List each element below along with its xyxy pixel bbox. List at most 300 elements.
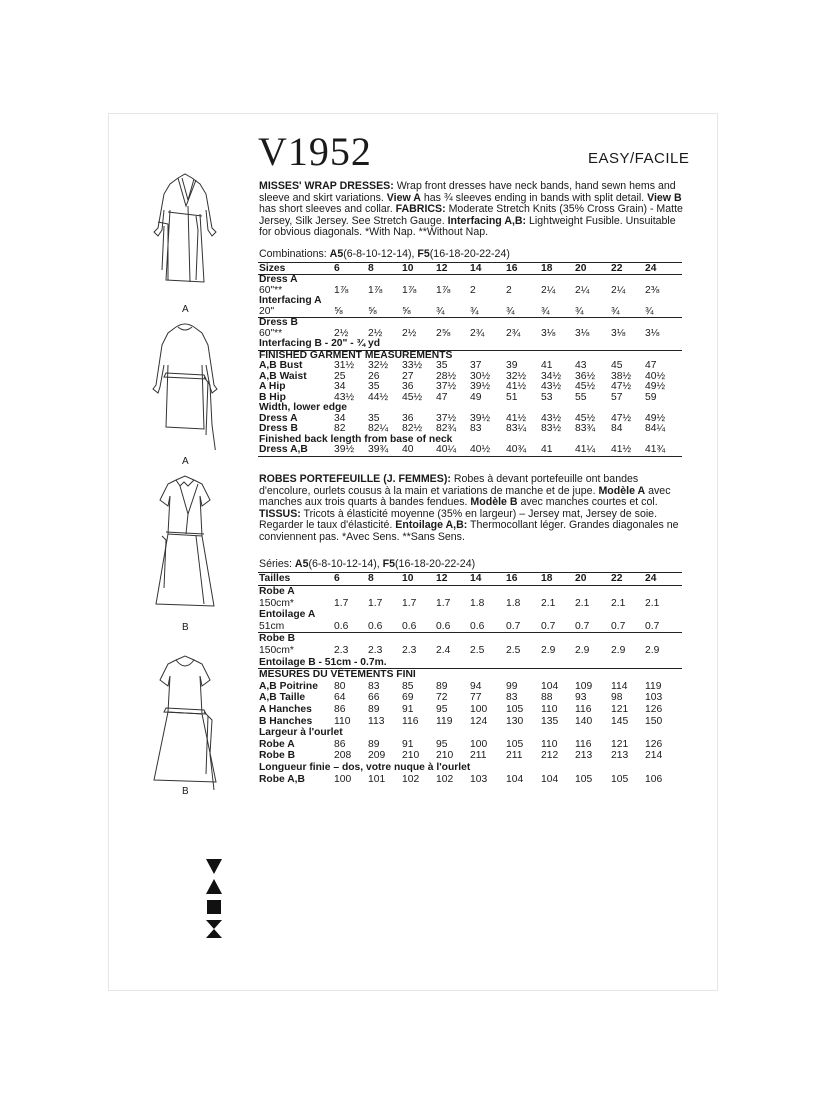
row-label: Dress A,B (259, 444, 308, 455)
table-cell: 85 (402, 680, 414, 692)
desc-text: Moderate Stretch Knits (35% Cross Grain) - Matte Jersey, Silk Jersey. See Stretch Gauge. (259, 203, 683, 227)
table-cell: 45 (611, 360, 623, 371)
table-cell: 2½ (402, 327, 417, 339)
table-cell: 126 (645, 703, 663, 715)
table-cell: 2¼ (575, 284, 590, 296)
table-cell: 83 (506, 692, 518, 704)
row-label: B Hanches (259, 715, 313, 727)
row-label: FINISHED GARMENT MEASUREMENTS (259, 349, 453, 361)
table-cell: 101 (368, 773, 386, 785)
table-cell: 104 (541, 680, 559, 692)
table-cell: 2 (470, 284, 476, 296)
row-label: Entoilage B - 51cm - 0.7m. (259, 656, 387, 668)
triangle-down-icon (206, 859, 222, 874)
section-label (258, 275, 682, 286)
desc-interfacing: Interfacing A,B: (447, 214, 527, 227)
table-cell: 83¼ (506, 423, 527, 434)
table-cell: 104 (506, 773, 524, 785)
row-label: 150cm* (259, 597, 294, 609)
row-label: 20" (259, 305, 275, 317)
care-symbols (203, 857, 225, 941)
table-row (258, 361, 682, 372)
combo-a-sizes: (6-8-10-12-14), (343, 248, 418, 260)
table-cell: 40¾ (506, 444, 527, 455)
table-cell: 0.6 (402, 620, 417, 632)
table-cell: 20 (575, 263, 587, 274)
combo-f-sizes: (16-18-20-22-24) (395, 558, 476, 570)
row-label: Interfacing A (259, 295, 322, 306)
row-label: A,B Waist (259, 370, 307, 382)
table-cell: 24 (645, 573, 657, 584)
table-cell: 99 (506, 680, 518, 692)
desc-fabrics: FABRICS: (395, 203, 446, 216)
table-cell: 64 (334, 692, 346, 704)
section-label (258, 339, 682, 351)
table-cell: 91 (402, 703, 414, 715)
combo-a: A5 (294, 558, 309, 570)
table-cell: 49 (470, 391, 482, 403)
table-cell: 36½ (575, 370, 596, 382)
table-cell: 38½ (611, 370, 632, 382)
table-cell: 39½ (470, 412, 491, 424)
table-cell: 114 (611, 680, 628, 692)
table-cell: ¾ (470, 305, 479, 317)
table-cell: 110 (541, 703, 558, 715)
table-cell: 37 (470, 360, 482, 371)
table-cell: 110 (541, 738, 558, 750)
table-cell: 110 (334, 715, 351, 727)
table-cell: 105 (506, 703, 524, 715)
table-cell: 2.5 (470, 644, 485, 656)
table-cell: 2½ (368, 327, 383, 339)
table-cell: 210 (436, 750, 454, 762)
table-cell: 3⅛ (645, 327, 660, 339)
table-cell: 113 (368, 715, 385, 727)
table-cell: 35 (436, 360, 448, 371)
desc-text: Robes à devant portefeuille ont bandes d'encolure, ourlets cousus à la main et variations de manche et de jupe. (259, 473, 639, 497)
desc-text: Wrap front dresses have neck bands, hand sewn hems and sleeve and skirt variations. (259, 180, 676, 204)
table-cell: 0.7 (611, 620, 626, 632)
square-icon (207, 900, 221, 914)
section-label (258, 296, 682, 307)
table-cell: 1⅞ (334, 284, 349, 296)
table-cell: ¾ (575, 305, 584, 317)
yardage-table-english (258, 262, 682, 457)
row-label: Dress B (259, 423, 298, 434)
combinations-french (259, 558, 475, 570)
table-cell: 43½ (541, 381, 562, 392)
table-cell: 211 (470, 750, 487, 762)
table-cell: 2.3 (334, 644, 349, 656)
table-cell: 213 (575, 750, 593, 762)
table-cell: 210 (402, 750, 420, 762)
table-row (258, 681, 682, 693)
table-row (258, 704, 682, 716)
section-label (258, 762, 682, 774)
table-cell: 14 (470, 573, 482, 584)
table-cell: 77 (470, 692, 482, 704)
desc-text: avec manches courtes et col. (517, 496, 658, 509)
desc-text: has short sleeves and collar. (259, 203, 396, 216)
table-cell: 0.7 (506, 620, 521, 632)
row-label: Dress B (259, 317, 298, 328)
table-cell: ¾ (436, 305, 445, 317)
table-cell: ⅝ (368, 305, 377, 317)
table-cell: 41½ (506, 412, 527, 424)
table-cell: 82¾ (436, 423, 457, 434)
figure-label: A (182, 304, 189, 315)
desc-view-b: View B (647, 191, 682, 204)
table-cell: 2¼ (541, 284, 556, 296)
table-cell: 39¾ (368, 444, 389, 455)
figure-label: B (182, 622, 189, 633)
table-cell: 2.4 (436, 644, 451, 656)
row-label: Sizes (259, 263, 286, 274)
table-cell: 121 (611, 703, 629, 715)
table-cell: 32½ (506, 370, 527, 382)
desc-text: Tricots à élasticité moyenne (35% en largeur) – Jersey mat, Jersey de soie. Regarder le taux d'élasticité. (259, 507, 658, 532)
table-cell: 47½ (611, 412, 632, 424)
table-cell: 2.9 (541, 644, 556, 656)
table-cell: 24 (645, 263, 657, 274)
desc-text: Thermocollant léger. Grandes diagonales ne conviennent pas. *Avec Sens. **Sans Sens. (259, 519, 679, 543)
table-header (258, 572, 682, 586)
combo-label: Combinations: (259, 248, 330, 260)
desc-lead: ROBES PORTEFEUILLE (J. FEMMES): (259, 473, 451, 485)
table-cell: 83 (470, 423, 482, 434)
table-cell: 3⅛ (611, 327, 626, 339)
table-cell: 1.8 (506, 597, 521, 609)
table-cell: ¾ (611, 305, 620, 317)
table-cell: 12 (436, 263, 448, 274)
table-cell: 35 (368, 381, 380, 392)
combo-label: Séries: (259, 558, 295, 570)
section-label (258, 633, 682, 645)
table-row (258, 445, 682, 457)
table-cell: 91 (402, 738, 414, 750)
table-cell: 100 (470, 738, 488, 750)
table-cell: 6 (334, 573, 340, 584)
table-cell: 27 (402, 370, 414, 382)
combo-f: F5 (382, 558, 396, 570)
table-cell: 3⅛ (541, 327, 556, 339)
table-cell: 82½ (402, 423, 423, 434)
table-row (258, 598, 682, 610)
table-cell: 84 (611, 423, 623, 434)
row-label: Robe A (259, 738, 295, 750)
table-cell: 2½ (334, 327, 349, 339)
table-cell: 22 (611, 263, 623, 274)
table-cell: 2⅜ (645, 284, 660, 296)
table-cell: 2¾ (506, 327, 521, 339)
table-cell: 16 (506, 263, 518, 274)
table-cell: 39½ (470, 381, 491, 392)
description-french (259, 474, 685, 544)
table-cell: 45½ (575, 381, 596, 392)
table-cell: 25 (334, 370, 346, 382)
table-cell: 53 (541, 391, 553, 403)
table-cell: 41½ (611, 444, 632, 455)
desc-model-a: Modèle A (598, 484, 646, 497)
table-cell: 106 (645, 773, 663, 785)
table-cell: 20 (575, 573, 587, 584)
table-cell: 135 (541, 715, 559, 727)
table-cell: 100 (334, 773, 352, 785)
table-cell: ¾ (506, 305, 515, 317)
table-row (258, 621, 682, 634)
table-cell: 0.6 (368, 620, 383, 632)
table-cell: 84¼ (645, 423, 666, 434)
table-cell: 86 (334, 738, 346, 750)
table-cell: 89 (368, 703, 380, 715)
table-cell: 105 (611, 773, 629, 785)
table-row (258, 739, 682, 751)
table-cell: 213 (611, 750, 629, 762)
table-cell: 40 (402, 444, 414, 455)
table-cell: 124 (470, 715, 488, 727)
combo-f-sizes: (16-18-20-22-24) (429, 248, 510, 260)
triangle-up-icon (206, 879, 222, 894)
row-label: Dress A (259, 274, 298, 285)
table-cell: 82 (334, 423, 346, 434)
table-cell: 3⅛ (575, 327, 590, 339)
table-cell: 1.8 (470, 597, 485, 609)
table-cell: 45½ (575, 412, 596, 424)
table-cell: 116 (575, 738, 592, 750)
table-cell: 32½ (368, 360, 389, 371)
table-cell: 0.6 (436, 620, 451, 632)
row-label: Robe B (259, 633, 296, 645)
section-label (258, 657, 682, 670)
desc-entoilage: Entoilage A,B: (395, 519, 468, 532)
table-cell: 80 (334, 680, 346, 692)
table-cell: 41½ (506, 381, 527, 392)
table-cell: 44½ (368, 391, 389, 403)
table-cell: 39 (506, 360, 518, 371)
table-cell: 30½ (470, 370, 491, 382)
table-cell: 40¼ (436, 444, 457, 455)
figure-label: A (182, 456, 189, 467)
table-cell: 41¾ (645, 444, 666, 455)
table-cell: 36 (402, 381, 414, 392)
table-cell: 34½ (541, 370, 562, 382)
table-cell: 0.7 (645, 620, 660, 632)
row-label: B Hip (259, 391, 286, 403)
table-cell: 209 (368, 750, 386, 762)
combo-f: F5 (417, 248, 430, 260)
row-label: Largeur à l'ourlet (259, 727, 343, 739)
table-cell: 208 (334, 750, 352, 762)
table-cell: 47 (436, 391, 448, 403)
table-cell: 8 (368, 263, 374, 274)
table-cell: 39½ (334, 444, 355, 455)
dress-b-back-illustration (140, 650, 230, 790)
row-label: A,B Bust (259, 360, 303, 371)
table-cell: 2¾ (470, 327, 485, 339)
description-english (259, 181, 689, 239)
table-cell: 10 (402, 263, 414, 274)
table-cell: 35 (368, 412, 380, 424)
table-cell: 109 (575, 680, 593, 692)
table-cell: 34 (334, 381, 346, 392)
table-cell: 59 (645, 391, 657, 403)
table-cell: 150 (645, 715, 663, 727)
table-cell: 40½ (645, 370, 666, 382)
table-cell: 86 (334, 703, 346, 715)
combinations-english (259, 248, 510, 260)
table-cell: 116 (402, 715, 419, 727)
row-label: Tailles (259, 573, 291, 584)
table-cell: 18 (541, 573, 553, 584)
table-cell: 1.7 (334, 597, 349, 609)
table-cell: 1⅞ (436, 284, 451, 296)
table-cell: 1.7 (436, 597, 451, 609)
table-cell: 0.6 (470, 620, 485, 632)
row-label: 60"** (259, 284, 283, 296)
table-cell: 43½ (541, 412, 562, 424)
desc-text: has ¾ sleeves ending in bands with split detail. (420, 191, 648, 204)
row-label: Entoilage A (259, 609, 316, 621)
section-label (258, 609, 682, 621)
row-label: Robe A,B (259, 773, 305, 785)
table-cell: 0.7 (575, 620, 590, 632)
table-header (258, 262, 682, 275)
table-cell: 37½ (436, 381, 457, 392)
table-cell: 18 (541, 263, 553, 274)
figure-label: B (182, 786, 189, 797)
table-cell: 34 (334, 412, 346, 424)
table-cell: 2.9 (645, 644, 660, 656)
table-row (258, 774, 682, 786)
table-cell: 14 (470, 263, 482, 274)
table-cell: ⅝ (402, 305, 411, 317)
section-label (258, 403, 682, 414)
table-cell: 43½ (334, 391, 355, 403)
table-cell: 83 (368, 680, 380, 692)
table-cell: 47½ (611, 381, 632, 392)
table-cell: 36 (402, 412, 414, 424)
table-cell: 2¼ (611, 284, 626, 296)
pattern-number: V1952 (258, 129, 372, 174)
table-cell: 49½ (645, 381, 666, 392)
desc-view-a: View A (386, 191, 421, 204)
desc-text: avec manches aux trois quarts à bandes fendues. (259, 484, 671, 509)
table-cell: 2.1 (611, 597, 626, 609)
section-label (258, 669, 682, 681)
table-cell: 103 (470, 773, 488, 785)
table-cell: 2.1 (645, 597, 660, 609)
row-label: Interfacing B - 20" - ¾ yd (259, 338, 381, 349)
table-cell: 51 (506, 391, 518, 403)
desc-text: Lightweight Fusible. Unsuitable for obvious diagonals. *With Nap. **Without Nap. (259, 214, 676, 239)
row-label: Width, lower edge (259, 402, 348, 413)
table-cell: 49½ (645, 412, 666, 424)
table-cell: 105 (506, 738, 524, 750)
table-cell: 2⅝ (436, 327, 451, 339)
row-label: Robe B (259, 750, 296, 762)
table-cell: 47 (645, 360, 657, 371)
row-label: Finished back length from base of neck (259, 433, 453, 445)
table-cell: 40½ (470, 444, 491, 455)
row-label: Dress A (259, 412, 298, 424)
row-label: A,B Poitrine (259, 680, 318, 692)
section-label (258, 586, 682, 598)
table-cell: 2.3 (402, 644, 417, 656)
table-cell: 116 (575, 703, 592, 715)
table-cell: 93 (575, 692, 587, 704)
table-cell: ¾ (541, 305, 550, 317)
table-cell: 2.9 (575, 644, 590, 656)
table-cell: 31½ (334, 360, 355, 371)
section-label (258, 318, 682, 329)
table-cell: 22 (611, 573, 623, 584)
table-row (258, 750, 682, 762)
desc-tissus: TISSUS: (259, 507, 301, 520)
table-cell: 41 (541, 444, 553, 455)
table-cell: 0.7 (541, 620, 556, 632)
table-cell: 72 (436, 692, 448, 704)
table-row (258, 307, 682, 319)
table-cell: 69 (402, 692, 414, 704)
table-cell: 98 (611, 692, 623, 704)
table-cell: 82¼ (368, 423, 389, 434)
table-cell: 2.3 (368, 644, 383, 656)
combo-a-sizes: (6-8-10-12-14), (308, 558, 383, 570)
row-label: A Hanches (259, 703, 312, 715)
table-row (258, 692, 682, 704)
row-label: Robe A (259, 586, 295, 597)
table-cell: 102 (402, 773, 420, 785)
table-cell: 6 (334, 263, 340, 274)
table-row (258, 716, 682, 728)
table-cell: 145 (611, 715, 629, 727)
table-cell: ¾ (645, 305, 654, 317)
table-cell: 94 (470, 680, 482, 692)
dress-a-back-illustration (140, 315, 230, 450)
table-cell: 83¾ (575, 423, 596, 434)
table-cell: 102 (436, 773, 454, 785)
table-cell: 83½ (541, 423, 562, 434)
table-cell: ⅝ (334, 305, 343, 317)
row-label: 60"** (259, 327, 283, 339)
row-label: 150cm* (259, 644, 294, 656)
table-cell: 214 (645, 750, 663, 762)
combo-a: A5 (329, 248, 344, 260)
table-cell: 89 (368, 738, 380, 750)
table-cell: 16 (506, 573, 518, 584)
table-cell: 55 (575, 391, 587, 403)
row-label: MESURES DU VÊTEMENTS FINI (259, 669, 416, 681)
table-cell: 2 (506, 284, 512, 296)
table-cell: 1.7 (368, 597, 383, 609)
table-cell: 130 (506, 715, 524, 727)
table-cell: 95 (436, 703, 448, 715)
table-cell: 0.6 (334, 620, 349, 632)
row-label: 51cm (259, 620, 285, 632)
table-cell: 12 (436, 573, 448, 584)
table-cell: 43 (575, 360, 587, 371)
table-cell: 100 (470, 703, 488, 715)
table-cell: 57 (611, 391, 623, 403)
table-row (258, 424, 682, 435)
table-cell: 212 (541, 750, 559, 762)
table-cell: 126 (645, 738, 663, 750)
table-cell: 10 (402, 573, 414, 584)
difficulty-level: EASY/FACILE (588, 150, 690, 167)
table-cell: 2.1 (541, 597, 556, 609)
table-cell: 2.5 (506, 644, 521, 656)
desc-lead: MISSES' WRAP DRESSES: (259, 180, 394, 192)
